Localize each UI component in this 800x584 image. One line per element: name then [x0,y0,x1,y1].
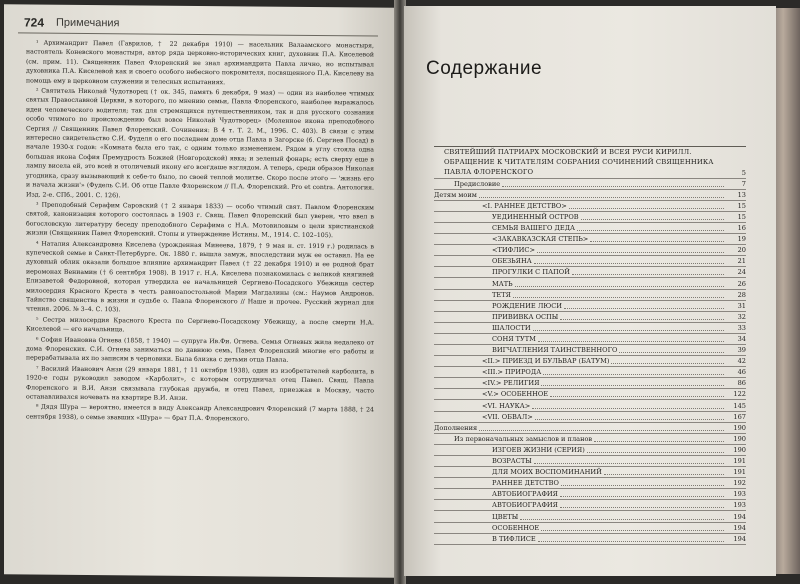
toc-leader [560,507,724,508]
note-2: ² Святитель Николай Чудотворец († ок. 345, память 6 декабря, 9 мая) — один из наиболее чтимых святых Православной Церкви, в которого, по мнению семьи, Павла Флоренского, наиболее выражалось идеи человеческого водителя; так для стремящихся путешественником, так и для русского сознания особо чтимого по происхождению был вовсе Николай Чудотворец» (Моленное икона преподобного Сергия // Священник Павел Флоренский. Сочинения: В 4 т. Т. 2. М., 1996. С. 403). В связи с этим интересно свидетельство С.И. Фуделя о его последнем доме отца Павла в Загорске (б. Сергиев Посад) в начале 1930-х годов: «Комната была его так, с одним только изменением. Рядом в углу стояла одна большая икона София Премудрость Божией (Новгородской) явка; и зеленый фонарь; есть сверху еще в лампу висела ей, это всей и отоличевый икону его всегдаше взглядом. А теперь, среди образов Николая угодника, сразу вызывающий к себе-то было, по своей теплой молитве. Скоро после этого — 'жизнь его и начала жизни'» (Фудель С.И. Об отце Павле Флоренском // П.А. Флоренский. Pro et contra. Антология. Изд. 2-е. СПб., 2001. С. 126). [26,87,374,199]
toc-entry-page: 86 [737,379,746,388]
toc-entry[interactable] [434,290,746,301]
toc-entry-title: <I. РАННЕЕ ДЕТСТВО> [482,201,567,210]
toc-entry-page: 194 [733,512,746,521]
toc-entry-page: 167 [733,412,746,421]
toc-entry[interactable] [434,534,746,545]
toc-entry[interactable] [434,400,746,411]
toc-leader [537,252,724,253]
toc-leader [619,352,724,353]
toc-entry-title: РОЖДЕНИЕ ЛЮСИ [492,301,563,310]
toc-entry[interactable] [434,478,746,489]
toc-leader [590,241,724,242]
toc-entry-page: 32 [737,312,746,321]
toc-entry-title: РАННЕЕ ДЕТСТВО [492,479,559,488]
toc-entry-title: <ЗАКАВКАЗСКАЯ СТЕПЬ> [492,235,589,244]
toc-entry-page: 15 [737,212,746,221]
toc-entry[interactable] [434,412,746,423]
toc-leader [520,519,724,520]
toc-entry[interactable] [434,323,746,334]
toc-entry-title: ОБЕЗЬЯНА [492,257,532,266]
toc-leader [564,308,724,309]
toc-leader [569,208,724,209]
toc-entry-title: ВИГЧАТЛЕНИЯ ТАИНСТВЕННОГО [492,346,618,355]
note-6: ⁶ София Ивановна Огнева (1858, † 1940) — супруга Ив.Фи. Огнева. Семья Огневых жила недалеко от дома Флоренских. С.И. Огнева заниматься по давнюю семь, Павел Флоренский многие его работы и перерабатывала их по записям в черновики. Была близка с детьми отца Павла. [26,336,374,365]
toc-entry-title: ОСОБЕННОЕ [492,523,540,532]
toc-entry-title: Из первоначальных замыслов и планов [454,434,593,443]
toc-entry[interactable] [434,245,746,256]
note-8: ⁸ Дядя Шура — вероятно, имеется в виду Александр Александрович Флоренский (7 марта 1888, † 24 сентября 1938), о семье звавших «Шура» — брат П.А. Флоренского. [26,404,374,423]
toc-entry-page: 190 [733,445,746,454]
toc-entry[interactable] [434,445,746,456]
toc-entry[interactable] [434,356,746,367]
toc-entry-page: 46 [737,368,746,377]
toc-entry-title: АВТОБИОГРАФИЯ [492,501,558,510]
toc-entry[interactable] [434,267,746,278]
toc-entry-page: 190 [733,423,746,432]
toc-entry-page: 194 [733,523,746,532]
toc-entry-page: 34 [737,335,746,344]
right-page [404,6,776,576]
toc-entry-page: 194 [733,534,746,543]
toc-entry-title: Предисловие [454,179,501,188]
toc-entry[interactable] [434,212,746,223]
left-page [4,4,396,577]
note-7: ⁷ Василий Иванович Анзи (29 января 1881, † 11 октября 1938), один из изобретателей карболита, в 1920-е годы руководил заводом «Карболит», с которым сотрудничал отец Павел. Свящ. Павла Флоренского и В.И. Анзи связывала глубокая дружба, и отец Павел, приезжая в Москву, часто останавливался ночевать на квартире В.И. Анзи. [26,365,374,402]
toc-entry-page: 13 [737,190,746,199]
toc-entry-title: ШАЛОСТИ [492,323,531,332]
toc-entry-page: 26 [737,279,746,288]
toc-entry-title: <IV.> РЕЛИГИЯ [482,379,540,388]
toc-entry[interactable] [434,301,746,312]
toc-leader [532,408,724,409]
toc-entry[interactable] [434,334,746,345]
toc-leader [534,463,724,464]
toc-entry-page: 42 [737,357,746,366]
toc-entry[interactable] [434,434,746,445]
toc-leader [594,441,724,442]
toc-leader [535,419,724,420]
toc-entry-page: 190 [733,434,746,443]
toc-entry-title: Дополнения [434,423,478,432]
note-4: ⁴ Наталия Александровна Киселева (урожденная Минеева, 1879, † 9 мая н. ст. 1919 г.) родилась в купеческой семье в Санкт-Петербурге. Ок. 1880 г. вышла замуж, впоследствии муж ее оставил. На ее духовный облик оказали большое влияние архимандрит Павел († 22 декабря 1910) и ее родной брат иеромонах Вениамин († 6 сентября 1908). В 1917 г. Н.А. Киселева познакомилась с великой княгиней Елизаветой Федоровной, которая утвердила ее начальницей Сергиево-Посадского Убежища сестер милосердия Красного Креста в честь равноапостольной Марии Магдалины (см.: Наумов Андронов. Тайнство священства в жизни и судьбе о. Павла Флоренского // Наше и прочее. Русский журнал для чтения. 2006. № 3–4. С. 103). [26,240,374,314]
running-head [18,12,378,36]
toc-entry-page: 192 [733,479,746,488]
toc-entry-page: 39 [737,346,746,355]
toc-entry[interactable] [434,367,746,378]
note-3: ³ Преподобный Серафим Саровский († 2 января 1833) — особо чтимый свят. Павлом Флоренским святой, канонизация которого состоялась в 1903 г. Свящ. Павел Флоренский был уверен, что ввел в богословскую литературу беседу преподобного Серафима с Н.А. Мотовиловым о цели христианской жизни (Священник Павел Флоренский. Стопы и утверждение Истины. М., 1914. С. 102–105). [26,201,374,240]
toc-entry-page: 193 [733,490,746,499]
toc-leader [502,186,724,187]
toc-entry-title: ПРОГУЛКИ С ПАПОЙ [492,268,570,277]
toc-leader [541,385,724,386]
toc-entry-page: 16 [737,224,746,233]
toc-entry[interactable] [434,456,746,467]
toc-leader [515,286,724,287]
toc-entry-title: <VII. ОБВАЛ> [482,412,533,421]
toc-entry[interactable] [434,500,746,511]
toc-leader [611,363,724,364]
toc-entry-title: Детям моим [434,190,477,199]
toc-entry-page: 31 [737,301,746,310]
toc-leader [513,297,724,298]
toc-leader [541,530,724,531]
toc-entry-title: ЦВЕТЫ [492,512,519,521]
toc-entry-title: СОНЯ ТУТМ [492,335,536,344]
toc-leader [479,197,724,198]
toc-entry[interactable] [434,223,746,234]
notes-section [26,38,374,425]
note-1: ¹ Архимандрит Павел (Гаврилов, † 22 декабря 1910) — насельник Валаамского монастыря, настоятель Коневского монастыря, автор ряда церковно-исторических книг, духовник П.А. Киселевой (см. прим. 11). Священник Павел Флоренский не знал архимандрита Павла лично, но испытывал духовника П.А. Киселевой как и своего особого небесного покровителя, посвященного П.А. Киселеву на помощь ему в церковном служении и телесных испытаниях. [26,39,374,86]
toc-entry-page: 33 [737,323,746,332]
toc-entry[interactable] [434,467,746,478]
toc-entry-page: 15 [737,201,746,210]
toc-entry[interactable] [434,345,746,356]
toc-leader [587,452,724,453]
toc-entry[interactable] [434,489,746,500]
toc-entry-page: 7 [741,179,746,188]
toc-entry[interactable] [434,278,746,289]
toc-leader [560,319,724,320]
toc-entry-title: ИЗГОЕВ ЖИЗНИ (СЕРИЯ) [492,445,585,454]
toc-entry[interactable] [434,179,746,190]
toc-entry-page: 19 [737,235,746,244]
toc-entry-title: МАТЬ [492,279,513,288]
toc-leader [581,219,724,220]
toc-entry-page: 21 [737,257,746,266]
toc-entry[interactable] [434,256,746,267]
toc-entry-title: ТЕТЯ [492,290,511,299]
toc-entry[interactable] [434,423,746,434]
toc-leader [538,541,724,542]
table-of-contents [434,147,746,545]
toc-intro-page: 5 [741,168,746,177]
toc-entry-title: <III.> ПРИРОДА [482,368,542,377]
toc-entry-title: СЕМЬЯ ВАШЕГО ДЕДА [492,224,576,233]
toc-entry-title: УЕДИНЕННЫЙ ОСТРОВ [492,212,579,221]
toc-entry-page: 191 [733,457,746,466]
toc-leader [577,230,724,231]
toc-entry[interactable] [434,312,746,323]
toc-entry-page: 28 [737,290,746,299]
toc-entry-page: 191 [733,468,746,477]
toc-entry[interactable] [434,378,746,389]
toc-entry-title: ДЛЯ МОИХ ВОСПОМИНАНИЙ [492,468,602,477]
running-title: Примечания [56,16,120,30]
toc-entry-title: ВОЗРАСТЫ [492,457,532,466]
toc-leader [550,396,724,397]
toc-entry[interactable] [434,190,746,201]
toc-entry-page: 24 [737,268,746,277]
toc-leader [533,330,724,331]
toc-leader [604,474,724,475]
toc-intro-title: СВЯТЕЙШИЙ ПАТРИАРХ МОСКОВСКИЙ И ВСЕЯ РУСИ КИРИЛЛ. ОБРАЩЕНИЕ К ЧИТАТЕЛЯМ СОБРАНИЯ СОЧИНЕНИЙ СВЯЩЕННИКА ПАВЛА ФЛОРЕНСКОГО [444,148,714,177]
toc-entry-title: <II.> ПРИЕЗД И БУЛЬВАР (БАТУМ) [482,357,610,366]
page-number: 724 [24,15,45,30]
toc-entry-title: ПРИВИВКА ОСПЫ [492,312,559,321]
toc-entry[interactable] [434,523,746,534]
toc-entry-page: 145 [733,401,746,410]
toc-entry-title: <VI. НАУКА> [482,401,531,410]
toc-leader [561,485,724,486]
toc-intro-entry[interactable] [434,147,746,179]
toc-leader [543,374,724,375]
toc-entry-title: <ТИФЛИС> [492,246,535,255]
page-edges [776,8,800,574]
toc-entry-page: 193 [733,501,746,510]
toc-entry-page: 20 [737,246,746,255]
toc-entry[interactable] [434,511,746,522]
toc-heading: Содержание [426,58,543,79]
toc-leader [479,430,724,431]
toc-leader [534,263,724,264]
toc-entry[interactable] [434,234,746,245]
toc-entry-title: <V.> ОСОБЕННОЕ [482,390,549,399]
note-5: ⁵ Сестра милосердия Красного Креста по Сергиево-Посадскому Убежищу, а после смерти Н.А. Киселевой — его начальница. [26,316,374,334]
toc-leader [572,274,724,275]
toc-entry-title: В ТИФЛИСЕ [492,534,536,543]
toc-leader [538,341,724,342]
toc-entry-title: АВТОБИОГРАФИЯ [492,490,558,499]
toc-entry-page: 122 [733,390,746,399]
toc-leader [560,496,724,497]
toc-entry[interactable] [434,389,746,400]
toc-entry[interactable] [434,201,746,212]
